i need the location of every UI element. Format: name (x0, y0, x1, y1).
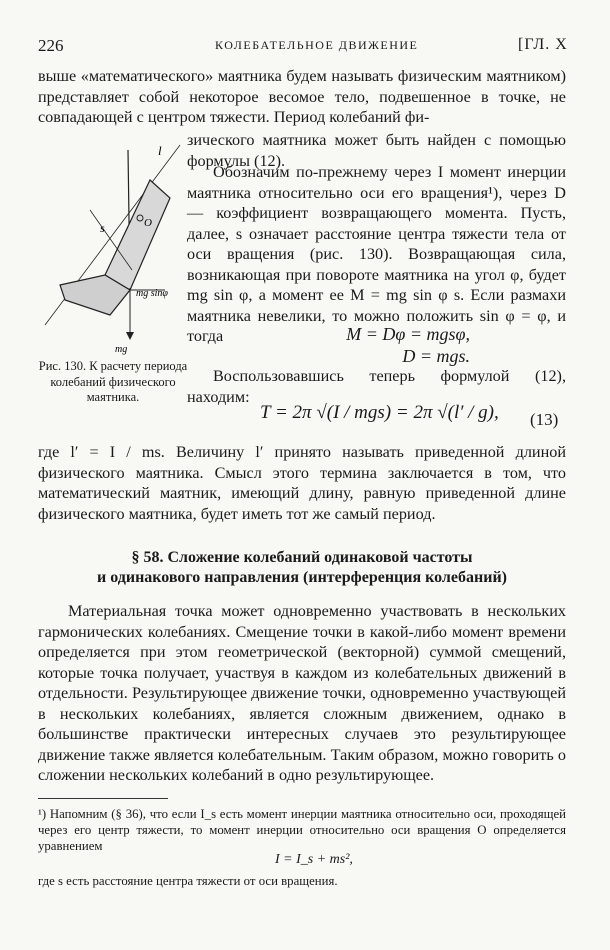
figure-label-O: O (144, 217, 152, 229)
figure-label-mg: mg (115, 344, 128, 355)
section-heading (38, 548, 566, 588)
paragraph-intro: выше «математического» маятника будем называть физическим маятником) представляет собой некоторое весомое тело, подвешенное в точке, не совпадающей с центром тяжести. Период колебаний фи- (38, 67, 566, 126)
footnote-formula: I = I_s + ms², (275, 852, 353, 867)
chapter-label: [ГЛ. X (518, 36, 568, 53)
paragraph-period: зического маятника может быть найден с помощью формулы (12). (187, 131, 566, 170)
figure-label-s: s (100, 221, 105, 235)
footnote-last-line: где s есть расстояние центра тяжести от оси вращения. (38, 874, 338, 888)
footnote-divider (38, 798, 168, 799)
page-number: 226 (38, 36, 64, 55)
figure-caption: Рис. 130. К расчету периода колебаний физического маятника. (38, 359, 188, 404)
running-title: КОЛЕБАТЕЛЬНОЕ ДВИЖЕНИЕ (215, 38, 419, 52)
section-heading-line1: § 58. Сложение колебаний одинаковой частоты (131, 549, 473, 566)
paragraph-using-formula: Воспользовавшись теперь формулой (12), находим: (187, 367, 566, 406)
equation-number: (13) (530, 410, 559, 429)
pendulum-body (105, 180, 170, 290)
figure-label-l: l (158, 143, 162, 158)
figure-label-mgsin: mg sinφ (136, 288, 168, 299)
pendulum-figure (40, 140, 190, 355)
footnote-text: ¹) Напомним (§ 36), что если I_s есть момент инерции маятника относительно оси, проходящей через его центр тяжести, то момент инерции относительно оси вращения O определяется уравнением (38, 807, 566, 853)
formula-period: T = 2π √(I / mgs) = 2π √(l′ / g), (260, 402, 499, 423)
formula-moment-line1: M = Dφ = mgsφ, (346, 324, 470, 344)
paragraph-derivation: Обозначим по-прежнему через I момент инерции маятника относительно оси его вращения¹), через D — коэффициент возвращающего момента. Пусть, далее, s означает расстояние центра тяжести тела от оси вращения (рис. 130). Возвращающая сила, возникающая при повороте маятника на угол φ, будет mg sin φ, а момент ее M = mg sin φ s. Если размахи маятника невелики, то можно положить sin φ = φ, и тогда (187, 163, 566, 345)
arrow-head-icon (126, 332, 134, 340)
formula-moment (310, 323, 470, 367)
section-heading-line2: и одинакового направления (интерференция колебаний) (97, 569, 507, 586)
paragraph-superposition: Материальная точка может одновременно участвовать в нескольких гармонических колебаниях. Смещение точки в какой-либо момент времени определяется при этом геометрической (векторной) суммой смещений, которые точка получает, участвуя в каждом из колебательных движений в отдельности. Результирующее движение точки, одновременно участвующей в нескольких колебаниях, является сложным движением, однако в большинстве практически интересных случаев это результирующее движение также является колебательным. Таким образом, можно говорить о сложении нескольких колебаний в одно результирующее. (38, 602, 566, 784)
formula-moment-line2: D = mgs. (402, 346, 470, 366)
paragraph-reduced-length: где l′ = I / ms. Величину l′ принято называть приведенной длиной физического маятника. Смысл этого термина заключается в том, что математический маятник, имеющий длину, равную приведенной длине физического маятника, будет иметь тот же самый период. (38, 443, 566, 523)
